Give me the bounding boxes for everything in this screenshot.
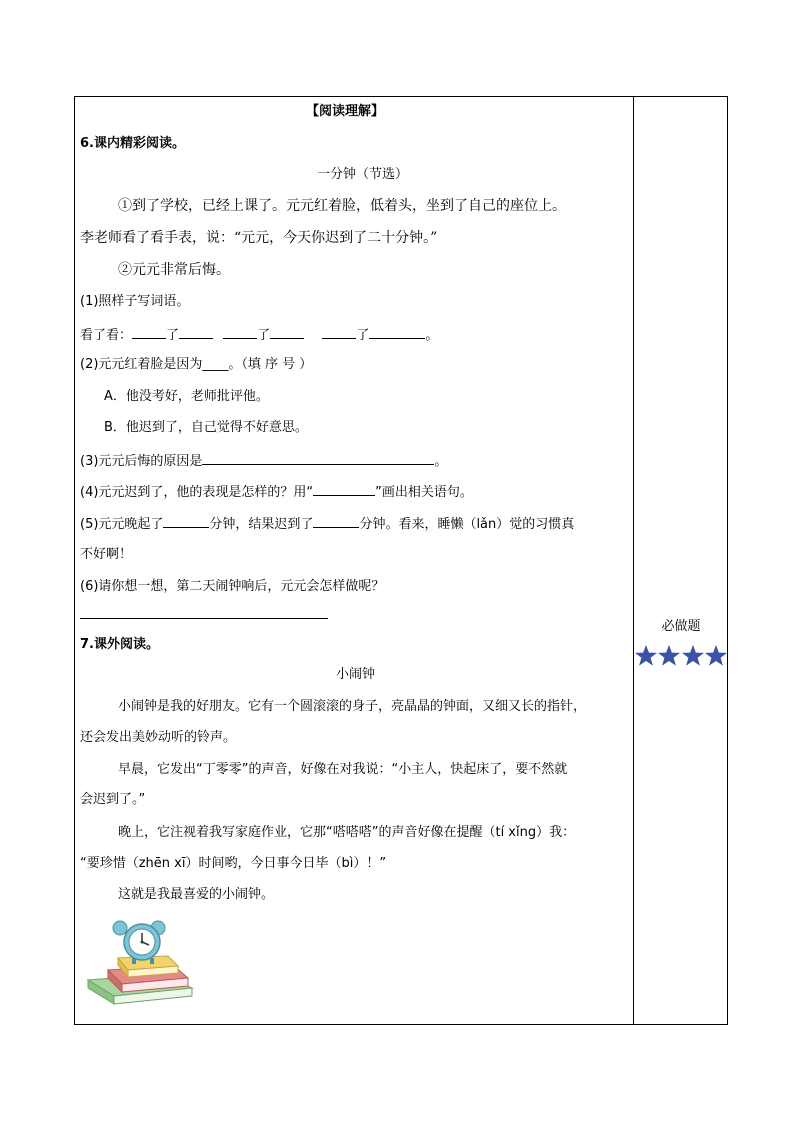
q6-sub5-part2: 分钟，结果迟到了 bbox=[209, 517, 314, 532]
alarm-clock-on-books-icon bbox=[84, 918, 196, 1018]
q7-p2-line2: 会迟到了。” bbox=[80, 792, 146, 807]
q6-heading: 6.课内精彩阅读。 bbox=[80, 136, 185, 151]
q7-p2-line1: 早晨，它发出“丁零零”的声音，好像在对我说：“小主人，快起床了，要不然就 bbox=[118, 762, 568, 777]
blank-1a[interactable] bbox=[132, 325, 166, 339]
blank-3b[interactable] bbox=[369, 325, 425, 339]
blank-1b[interactable] bbox=[179, 325, 213, 339]
q6-sub3-end: 。 bbox=[434, 454, 448, 469]
q7-p4: 这就是我最喜爱的小闹钟。 bbox=[118, 887, 275, 902]
q6-para1-line1: ①到了学校，已经上课了。元元红着脸，低着头，坐到了自己的座位上。 bbox=[118, 198, 566, 214]
q7-passage-title: 小闹钟 bbox=[336, 667, 376, 682]
q6-sub5-blank2[interactable] bbox=[313, 514, 359, 528]
q6-sub3 bbox=[80, 451, 447, 471]
star-icon bbox=[682, 645, 704, 666]
blank-char-3: 了 bbox=[356, 328, 370, 343]
q6-sub1-example: 看了看： bbox=[80, 328, 133, 343]
required-label: 必做题 bbox=[661, 619, 701, 634]
q7-p1-line1: 小闹钟是我的好朋友。它有一个圆滚滚的身子，亮晶晶的钟面，又细又长的指针， bbox=[118, 699, 587, 714]
rating-stars bbox=[634, 644, 728, 668]
q6-sub5-line2: 不好啊！ bbox=[80, 547, 133, 562]
q6-sub3-prompt: (3)元元后悔的原因是 bbox=[80, 454, 203, 469]
q6-sub6-answer-line[interactable] bbox=[80, 618, 328, 619]
q6-sub1-prompt: (1)照样子写词语。 bbox=[80, 294, 190, 309]
blank-char-1: 了 bbox=[166, 328, 180, 343]
sub1-period: 。 bbox=[425, 328, 439, 343]
q7-p3-line1: 晚上，它注视着我写家庭作业，它那“嗒嗒嗒”的声音好像在提醒（tí xǐng）我： bbox=[118, 825, 576, 840]
q6-para1-line2: 李老师看了看手表，说：“元元，今天你迟到了二十分钟。” bbox=[80, 230, 438, 246]
q6-sub5-blank1[interactable] bbox=[163, 514, 209, 528]
star-icon bbox=[705, 645, 727, 666]
q6-passage-title: 一分钟（节选） bbox=[317, 167, 409, 182]
q6-sub5-part3: 分钟。看来，睡懒（lǎn）觉的习惯真 bbox=[359, 517, 575, 532]
q6-para2: ②元元非常后悔。 bbox=[118, 262, 230, 278]
star-icon bbox=[635, 645, 657, 666]
q6-sub4-underline-sample bbox=[313, 482, 375, 496]
blank-3a[interactable] bbox=[322, 325, 356, 339]
q6-sub1-line bbox=[80, 325, 438, 345]
q6-sub4-end: ”画出相关语句。 bbox=[375, 485, 473, 500]
blank-2b[interactable] bbox=[270, 325, 304, 339]
column-divider bbox=[633, 96, 634, 1025]
q6-sub3-blank[interactable] bbox=[202, 451, 434, 465]
q6-sub2-option-a: A．他没考好，老师批评他。 bbox=[104, 389, 269, 404]
q6-sub2-prompt: (2)元元红着脸是因为____。（填 序 号 ） bbox=[80, 357, 313, 372]
blank-2a[interactable] bbox=[223, 325, 257, 339]
q6-sub2-option-b: B．他迟到了，自己觉得不好意思。 bbox=[104, 420, 308, 435]
q7-heading: 7.课外阅读。 bbox=[80, 637, 159, 652]
q6-sub4-prompt: (4)元元迟到了，他的表现是怎样的？用“ bbox=[80, 485, 314, 500]
section-title: 【阅读理解】 bbox=[306, 104, 385, 119]
blank-char-2: 了 bbox=[257, 328, 271, 343]
q6-sub5-line1 bbox=[80, 514, 574, 534]
q6-sub4 bbox=[80, 482, 473, 502]
q7-p1-line2: 还会发出美妙动听的铃声。 bbox=[80, 730, 237, 745]
q6-sub5-part1: (5)元元晚起了 bbox=[80, 517, 164, 532]
q7-p3-line2: “要珍惜（zhēn xī）时间哟，今日事今日毕（bì）！” bbox=[80, 856, 387, 871]
star-icon bbox=[658, 645, 680, 666]
q6-sub6-prompt: (6)请你想一想，第二天闹钟响后，元元会怎样做呢？ bbox=[80, 579, 385, 594]
